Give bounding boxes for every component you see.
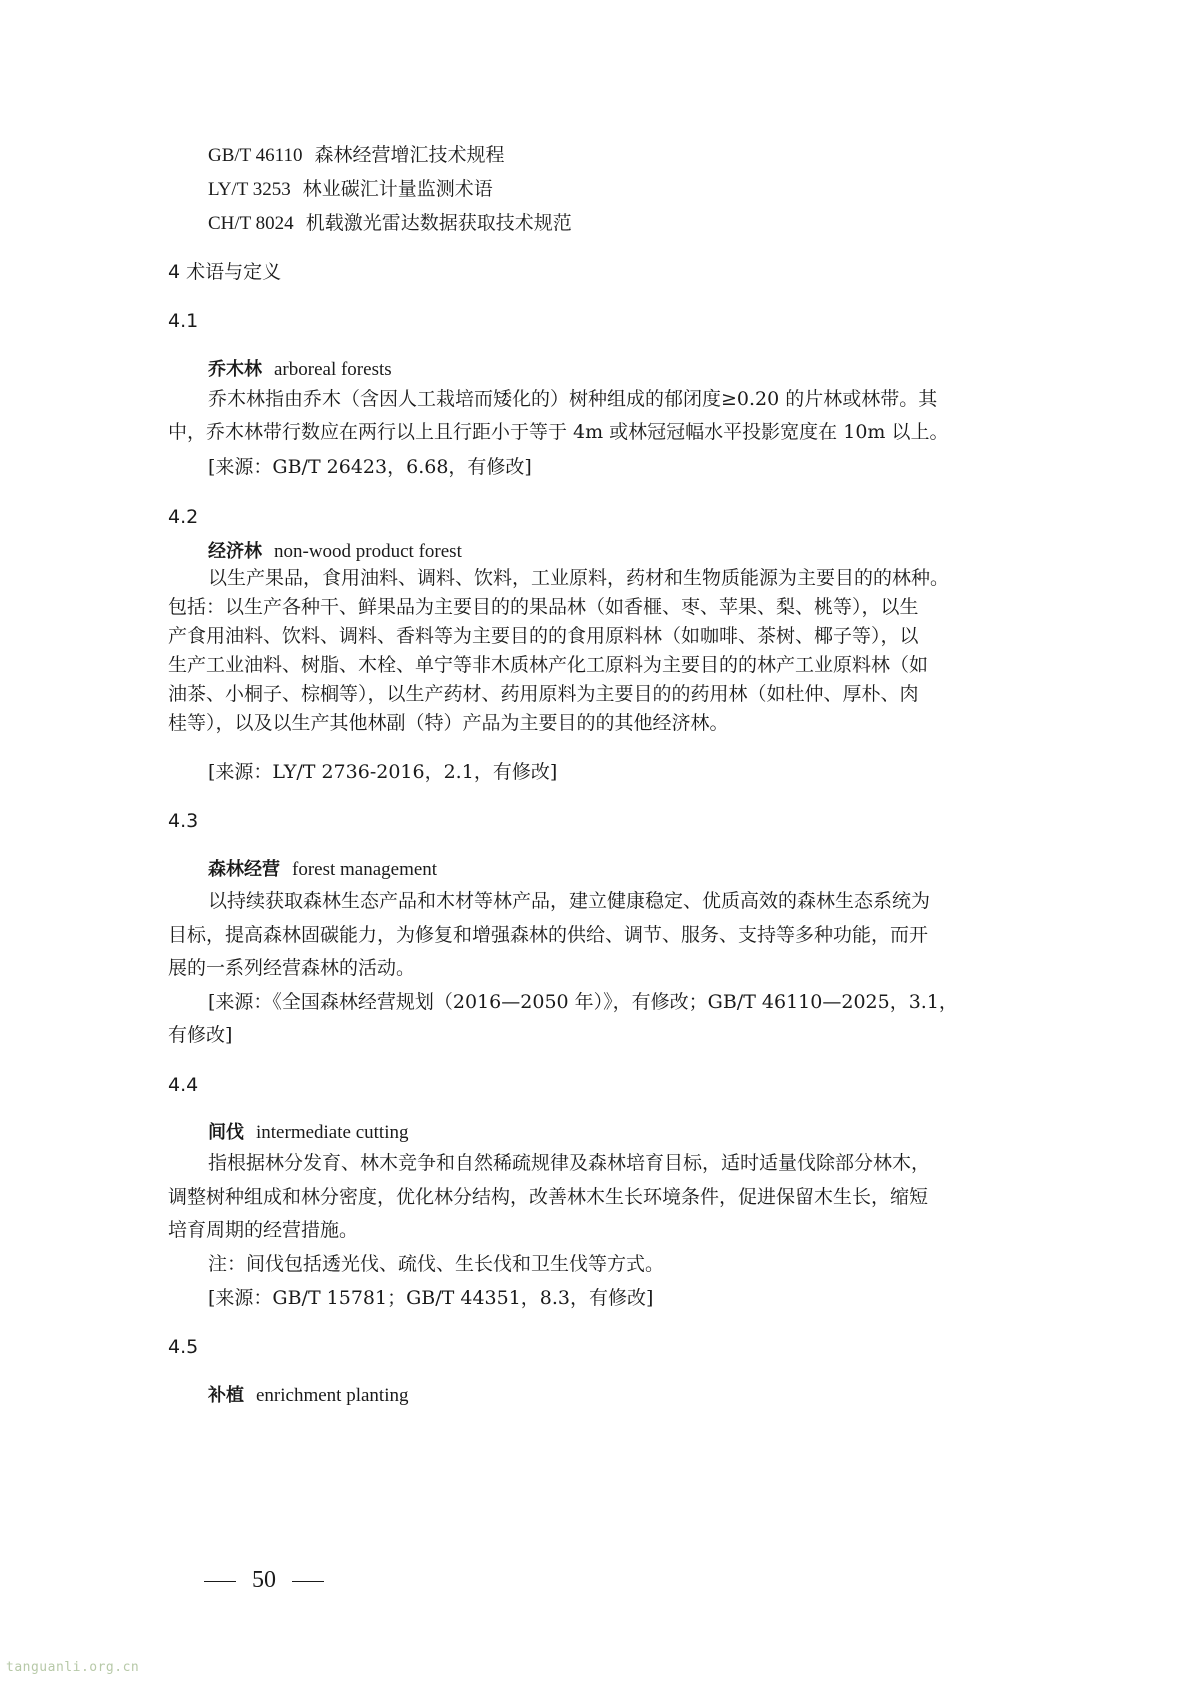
body-line: 调整树种组成和林分密度，优化林分结构，改善林木生长环境条件，促进保留木生长，缩短 (168, 1186, 929, 1208)
term-zh: 森林经营 (208, 859, 280, 880)
body-line: 培育周期的经营措施。 (168, 1219, 359, 1241)
term-en: non-wood product forest (274, 541, 462, 562)
body-line: 以生产果品，食用油料、调料、饮料，工业原料，药材和生物质能源为主要目的的林种。 (208, 567, 950, 589)
ref-title: 林业碳汇计量监测术语 (302, 178, 493, 200)
watermark: tanguanli.org.cn (6, 1660, 140, 1675)
body-line: 指根据林分发育、林木竞争和自然稀疏规律及森林培育目标，适时适量伐除部分林木， (208, 1152, 931, 1174)
footer-dash-right (292, 1581, 324, 1582)
body-line: 中，乔木林带行数应在两行以上且行距小于等于 4m 或林冠冠幅水平投影宽度在 10m 以上。 (168, 421, 949, 443)
ref-line (208, 210, 572, 237)
footer-dash-left (204, 1581, 236, 1582)
term-en: intermediate cutting (256, 1122, 409, 1143)
term-line (208, 856, 437, 883)
source-line: [来源：GB/T 26423，6.68，有修改] (208, 456, 532, 478)
body-line: 油茶、小桐子、棕榈等），以生产药材、药用原料为主要目的的药用林（如杜仲、厚朴、肉 (168, 683, 919, 705)
term-line (208, 356, 392, 383)
section-heading: 4 术语与定义 (168, 261, 282, 283)
body-line: 目标，提高森林固碳能力，为修复和增强森林的供给、调节、服务、支持等多种功能，而开 (168, 924, 929, 946)
body-line: 包括：以生产各种干、鲜果品为主要目的的果品林（如香榧、枣、苹果、梨、桃等），以生 (168, 596, 919, 618)
clause-number: 4.3 (168, 810, 199, 832)
term-en: forest management (292, 859, 438, 880)
term-zh: 经济林 (208, 541, 262, 562)
clause-number: 4.4 (168, 1074, 199, 1096)
term-zh: 补植 (208, 1385, 244, 1406)
clause-number: 4.2 (168, 506, 199, 528)
term-en: enrichment planting (256, 1385, 409, 1406)
ref-code: CH/T 8024 (208, 213, 294, 234)
body-line: 产食用油料、饮料、调料、香料等为主要目的的食用原料林（如咖啡、茶树、椰子等），以 (168, 625, 919, 647)
ref-line (208, 142, 505, 169)
body-line: 展的一系列经营森林的活动。 (168, 957, 416, 979)
page-number: 50 (252, 1567, 276, 1593)
ref-line (208, 176, 493, 203)
source-line: 有修改] (168, 1024, 233, 1046)
body-line: 桂等），以及以生产其他林副（特）产品为主要目的的其他经济林。 (168, 712, 729, 734)
term-zh: 间伐 (208, 1122, 244, 1143)
term-en: arboreal forests (274, 359, 392, 380)
ref-title: 机载激光雷达数据获取技术规范 (305, 212, 572, 234)
body-line: 以持续获取森林生态产品和木材等林产品，建立健康稳定、优质高效的森林生态系统为 (208, 890, 931, 912)
ref-code: LY/T 3253 (208, 179, 291, 200)
source-line: [来源：《全国森林经营规划（2016—2050 年）》，有修改；GB/T 46110—2025，3.1， (208, 991, 958, 1013)
term-line (208, 538, 462, 565)
source-line: [来源：GB/T 15781；GB/T 44351，8.3，有修改] (208, 1287, 654, 1309)
clause-number: 4.5 (168, 1336, 199, 1358)
term-line (208, 1382, 408, 1409)
term-zh: 乔木林 (208, 359, 262, 380)
source-line: [来源：LY/T 2736-2016，2.1，有修改] (208, 761, 558, 783)
term-line (208, 1119, 408, 1146)
ref-title: 森林经营增汇技术规程 (314, 144, 505, 166)
page-footer (188, 1567, 340, 1594)
ref-code: GB/T 46110 (208, 145, 303, 166)
note-line: 注：间伐包括透光伐、疏伐、生长伐和卫生伐等方式。 (208, 1253, 665, 1275)
body-line: 生产工业油料、树脂、木栓、单宁等非木质林产化工原料为主要目的的林产工业原料林（如 (168, 654, 929, 676)
clause-number: 4.1 (168, 310, 199, 332)
body-line: 乔木林指由乔木（含因人工栽培而矮化的）树种组成的郁闭度≥0.20 的片林或林带。其 (208, 388, 938, 410)
